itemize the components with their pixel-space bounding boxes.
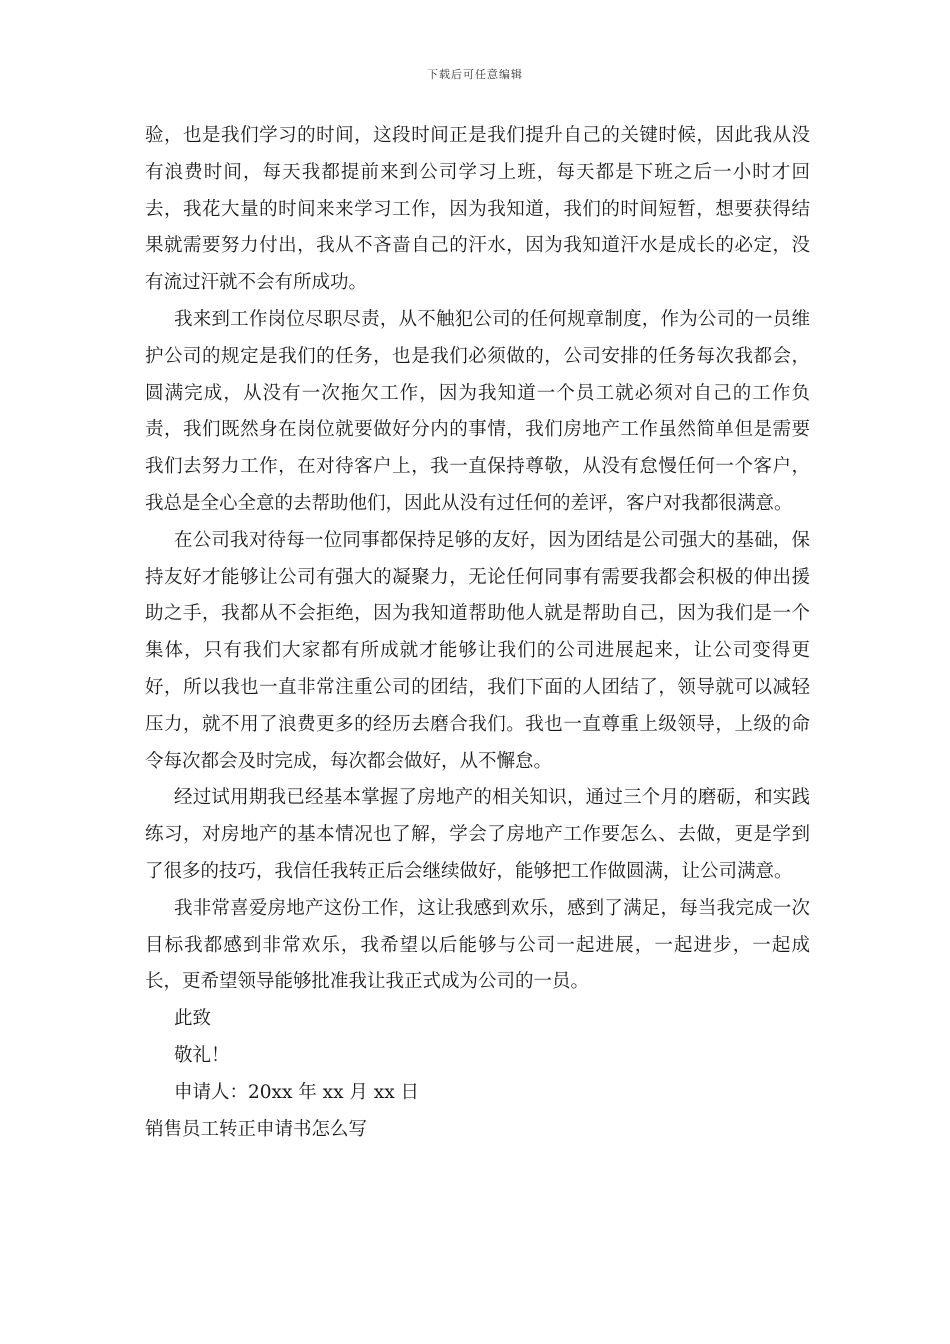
- page-header: 下载后可任意编辑: [427, 68, 523, 81]
- paragraph-conclusion: 我非常喜爱房地产这份工作，这让我感到欢乐，感到了满足，每当我完成一次目标我都感到非常欢乐，我希望以后能够与公司一起进展，一起进步，一起成长，更希望领导能够批准我让我正式成为公司的一员。: [145, 897, 810, 993]
- next-section-title: 销售员工转正申请书怎么写: [145, 1118, 368, 1140]
- closing-regards: 敬礼！: [174, 1044, 230, 1066]
- document-body: [145, 118, 810, 1148]
- signature-line: 申请人：20xx 年 xx 月 xx 日: [174, 1081, 420, 1103]
- closing-salutation: 此致: [174, 1008, 212, 1030]
- paragraph-probation: 经过试用期我已经基本掌握了房地产的相关知识，通过三个月的磨砺，和实践练习，对房地产的基本情况也了解，学会了房地产工作要怎么、去做，更是学到了很多的技巧，我信任我转正后会继续做好，能够把工作做圆满，让公司满意。: [145, 787, 810, 882]
- paragraph-continued: 验，也是我们学习的时间，这段时间正是我们提升自己的关键时候，因此我从没有浪费时间，每天我都提前来到公司学习上班，每天都是下班之后一小时才回去，我花大量的时间来来学习工作，因为我知道，我们的时间短暂，想要获得结果就需要努力付出，我从不吝啬自己的汗水，因为我知道汗水是成长的必定，没有流过汗就不会有所成功。: [145, 125, 810, 294]
- paragraph-colleagues: 在公司我对待每一位同事都保持足够的友好，因为团结是公司强大的基础，保持友好才能够让公司有强大的凝聚力，无论任何同事有需要我都会积极的伸出援助之手，我都从不会拒绝，因为我知道帮助他人就是帮助自己，因为我们是一个集体，只有我们大家都有所成就才能够让我们的公司进展起来，让公司变得更好，所以我也一直非常注重公司的团结，我们下面的人团结了，领导就可以减轻压力，就不用了浪费更多的经历去磨合我们。我也一直尊重上级领导，上级的命令每次都会及时完成，每次都会做好，从不懈怠。: [145, 529, 810, 772]
- paragraph-duty: 我来到工作岗位尽职尽责，从不触犯公司的任何规章制度，作为公司的一员维护公司的规定是我们的任务，也是我们必须做的，公司安排的任务每次我都会，圆满完成，从没有一次拖欠工作，因为我知道一个员工就必须对自己的工作负责，我们既然身在岗位就要做好分内的事情，我们房地产工作虽然简单但是需要我们去努力工作，在对待客户上，我一直保持尊敬，从没有怠慢任何一个客户，我总是全心全意的去帮助他们，因此从没有过任何的差评，客户对我都很满意。: [145, 308, 810, 514]
